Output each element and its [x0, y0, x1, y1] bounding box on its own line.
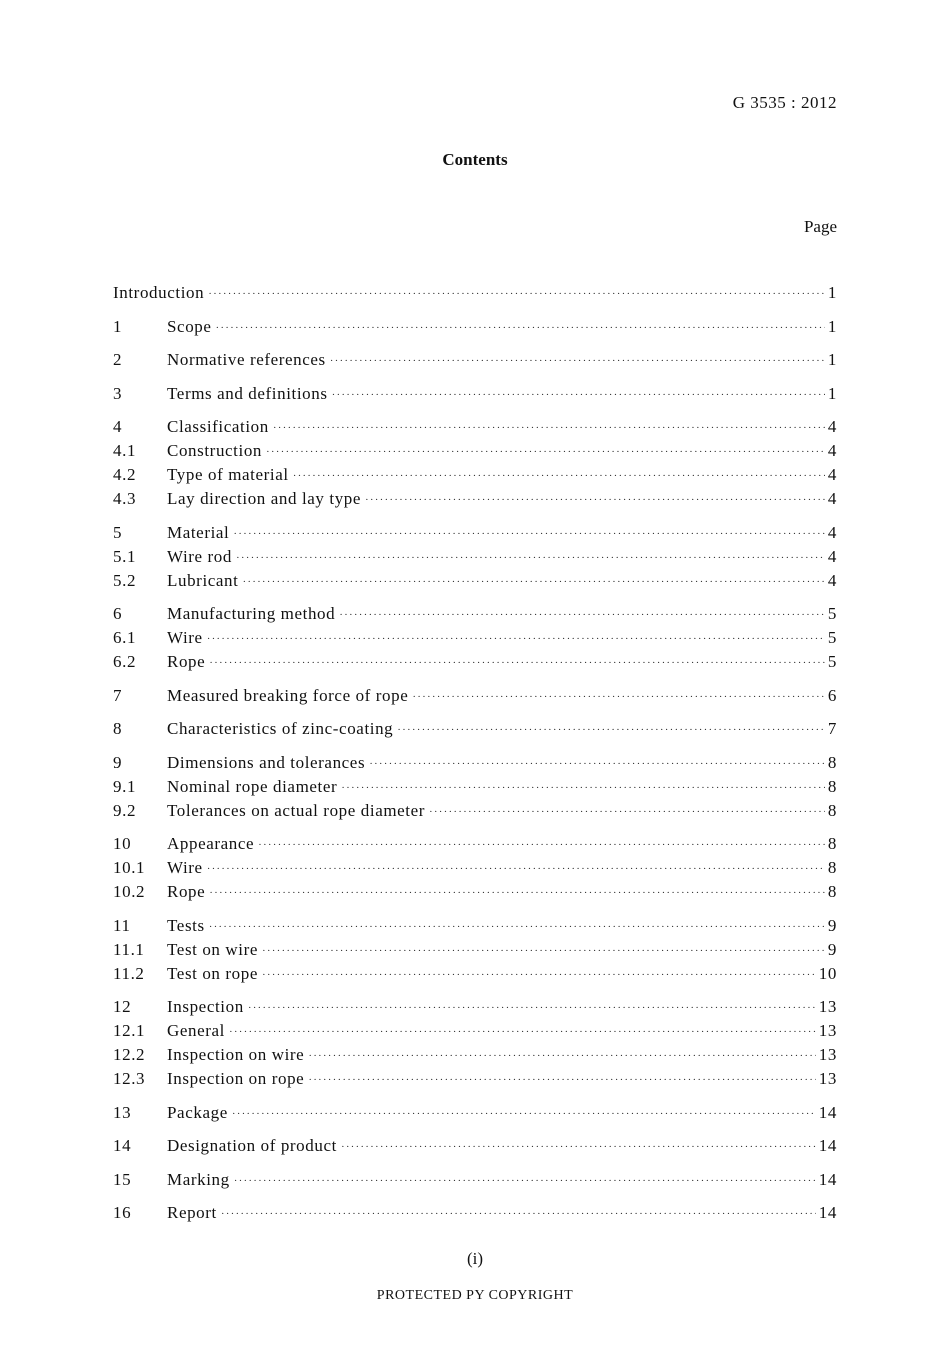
toc-entry[interactable]: [113, 415, 837, 439]
page-folio: (i): [466, 1249, 484, 1268]
toc-dot-leader: [216, 316, 825, 340]
toc-entry-number: 5.1: [113, 546, 137, 566]
toc-entry-page: 13: [818, 1069, 837, 1088]
toc-entry-page: 8: [827, 752, 837, 772]
toc-dot-leader: [365, 488, 825, 512]
toc-dot-leader: [369, 752, 825, 776]
toc-entry-page: 4: [827, 441, 837, 460]
toc-entry-number: 6.1: [113, 628, 137, 647]
toc-entry-page: 10: [818, 963, 837, 983]
toc-section-group: [113, 415, 837, 511]
toc-entry[interactable]: [113, 1067, 837, 1091]
toc-entry-page: 9: [827, 915, 837, 935]
toc-dot-leader: [209, 881, 825, 905]
toc-entry-title: Construction: [167, 441, 263, 460]
toc-entry-title: Report: [167, 1203, 217, 1222]
toc-entry-number: 4: [113, 417, 123, 436]
toc-entry[interactable]: [113, 382, 837, 406]
toc-section-group: [113, 1168, 837, 1192]
toc-entry-title: Rope: [167, 882, 206, 901]
toc-entry-page: 14: [818, 1136, 837, 1155]
toc-entry-page: 9: [827, 939, 837, 959]
toc-dot-leader: [208, 282, 825, 306]
toc-dot-leader: [207, 857, 825, 881]
toc-entry-page: 13: [818, 1045, 837, 1064]
toc-entry-title: Test on wire: [167, 939, 258, 959]
toc-entry-number: 4.1: [113, 441, 137, 460]
toc-entry-number: 6.2: [113, 652, 137, 671]
toc-entry-number: 11.1: [113, 939, 145, 959]
toc-entry-number: 10.2: [113, 882, 146, 901]
toc-entry-title: Wire: [167, 628, 203, 647]
toc-entry-title: Package: [167, 1102, 228, 1122]
toc-entry-number: 13: [113, 1102, 132, 1122]
toc-dot-leader: [234, 1169, 816, 1193]
toc-entry-title: Wire: [167, 858, 203, 877]
toc-entry[interactable]: [113, 995, 837, 1019]
toc-entry-page: 14: [818, 1203, 837, 1222]
toc-entry[interactable]: [113, 832, 837, 856]
toc-dot-leader: [339, 603, 825, 627]
toc-dot-leader: [248, 996, 816, 1020]
toc-entry-title: Appearance: [167, 834, 255, 853]
toc-dot-leader: [209, 915, 825, 939]
toc-dot-leader: [332, 383, 825, 407]
toc-dot-leader: [341, 1135, 816, 1159]
toc-section-group: [113, 315, 837, 339]
toc-section-group: [113, 914, 837, 986]
toc-entry-title: Normative references: [167, 350, 326, 369]
toc-dot-leader: [207, 627, 825, 651]
toc-entry-title: Lay direction and lay type: [167, 489, 362, 508]
toc-entry-page: 14: [818, 1102, 837, 1122]
toc-entry-number: 5.2: [113, 570, 137, 590]
toc-entry[interactable]: [113, 521, 837, 545]
toc-section-group: [113, 1134, 837, 1158]
toc-section-group: [113, 281, 837, 305]
toc-entry-page: 14: [818, 1169, 837, 1189]
toc-entry-page: 5: [827, 628, 837, 647]
toc-dot-leader: [232, 1102, 816, 1126]
toc-entry[interactable]: [113, 751, 837, 775]
toc-dot-leader: [233, 522, 825, 546]
toc-entry-title: Type of material: [167, 465, 289, 484]
toc-dot-leader: [429, 800, 825, 824]
toc-entry-number: 8: [113, 719, 123, 738]
toc-entry-number: 2: [113, 350, 123, 369]
toc-section-group: [113, 1101, 837, 1125]
page-title: Contents: [442, 150, 508, 169]
toc-dot-leader: [273, 416, 825, 440]
toc-dot-leader: [209, 651, 825, 675]
toc-dot-leader: [221, 1202, 816, 1226]
toc-entry[interactable]: [113, 1043, 837, 1067]
toc-dot-leader: [293, 464, 825, 488]
toc-entry[interactable]: [113, 962, 837, 986]
toc-entry-number: 10: [113, 834, 132, 853]
toc-entry-number: 15: [113, 1169, 132, 1189]
toc-entry[interactable]: [113, 626, 837, 650]
toc-entry[interactable]: [113, 281, 837, 305]
toc-entry-number: 9: [113, 752, 123, 772]
toc-entry[interactable]: [113, 717, 837, 741]
toc-entry-page: 1: [827, 316, 837, 336]
toc-entry[interactable]: [113, 650, 837, 674]
toc-entry-title: Tests: [167, 915, 205, 935]
toc-dot-leader: [262, 939, 825, 963]
toc-entry[interactable]: [113, 463, 837, 487]
toc-entry-number: 10.1: [113, 858, 146, 877]
toc-entry-title: Rope: [167, 652, 206, 671]
toc-entry-title: Scope: [167, 316, 212, 336]
toc-entry-page: 4: [827, 465, 837, 484]
toc-dot-leader: [308, 1044, 815, 1068]
toc-entry-number: 9.1: [113, 776, 137, 796]
toc-entry-number: 1: [113, 316, 123, 336]
toc-entry[interactable]: [113, 487, 837, 511]
toc-entry-page: 1: [827, 383, 837, 403]
toc-entry-number: 5: [113, 522, 123, 542]
toc-entry-page: 8: [827, 776, 837, 796]
toc-entry-number: 14: [113, 1136, 132, 1155]
toc-entry[interactable]: [113, 569, 837, 593]
toc-section-group: [113, 717, 837, 741]
toc-entry[interactable]: [113, 1134, 837, 1158]
toc-entry-page: 5: [827, 604, 837, 623]
toc-entry-page: 13: [818, 997, 837, 1016]
toc-section-group: [113, 751, 837, 823]
toc-dot-leader: [412, 685, 825, 709]
toc-entry[interactable]: [113, 315, 837, 339]
toc-entry-number: 11.2: [113, 963, 145, 983]
toc-entry-page: 1: [827, 350, 837, 369]
toc-entry-title: Inspection on rope: [167, 1069, 305, 1088]
toc-entry-page: 8: [827, 834, 837, 853]
toc-entry[interactable]: [113, 545, 837, 569]
toc-entry-number: 4.2: [113, 465, 137, 484]
toc-section-group: [113, 1201, 837, 1225]
toc-entry-page: 8: [827, 882, 837, 901]
toc-section-group: [113, 382, 837, 406]
toc-entry[interactable]: [113, 856, 837, 880]
toc-entry-number: 7: [113, 685, 123, 705]
toc-entry-page: 4: [827, 546, 837, 566]
toc-entry[interactable]: [113, 439, 837, 463]
toc-entry[interactable]: [113, 602, 837, 626]
toc-dot-leader: [262, 963, 816, 987]
toc-entry[interactable]: [113, 799, 837, 823]
toc-entry-title: Wire rod: [167, 546, 233, 566]
toc-entry-page: 7: [827, 719, 837, 738]
toc-entry-title: Lubricant: [167, 570, 239, 590]
toc-dot-leader: [308, 1068, 815, 1092]
toc-entry-page: 13: [818, 1021, 837, 1040]
toc-entry-number: 11: [113, 915, 131, 935]
toc-entry[interactable]: [113, 1019, 837, 1043]
page-column-label: Page: [803, 217, 837, 236]
toc-entry-page: 5: [827, 652, 837, 671]
toc-dot-leader: [397, 718, 825, 742]
toc-dot-leader: [266, 440, 825, 464]
toc-section-group: [113, 995, 837, 1091]
toc-entry-title: Designation of product: [167, 1136, 337, 1155]
toc-entry[interactable]: [113, 1168, 837, 1192]
toc-dot-leader: [330, 349, 825, 373]
toc-entry[interactable]: [113, 1101, 837, 1125]
toc-entry-page: 1: [827, 283, 837, 302]
toc-entry-page: 4: [827, 522, 837, 542]
toc-section-group: [113, 602, 837, 674]
document-number: G 3535 : 2012: [732, 93, 837, 112]
toc-entry-number: 12: [113, 997, 132, 1016]
toc-dot-leader: [242, 570, 824, 594]
toc-entry-page: 6: [827, 685, 837, 705]
toc-entry-page: 4: [827, 489, 837, 508]
toc-dot-leader: [236, 546, 825, 570]
toc-entry[interactable]: [113, 938, 837, 962]
copyright-notice: PROTECTED PY COPYRIGHT: [376, 1288, 574, 1303]
toc-entry[interactable]: [113, 775, 837, 799]
toc-entry[interactable]: [113, 880, 837, 904]
toc-entry-title: Marking: [167, 1169, 230, 1189]
toc-entry-title: Characteristics of zinc-coating: [167, 719, 394, 738]
toc-entry-title: Inspection on wire: [167, 1045, 305, 1064]
toc-entry-number: 6: [113, 604, 123, 623]
toc-entry-title: General: [167, 1021, 225, 1040]
toc-dot-leader: [229, 1020, 816, 1044]
toc-entry-number: 4.3: [113, 489, 137, 508]
table-of-contents: [113, 281, 837, 1235]
toc-entry-title: Nominal rope diameter: [167, 776, 338, 796]
toc-entry-title: Introduction: [113, 283, 205, 302]
toc-entry-number: 9.2: [113, 800, 137, 820]
toc-entry-page: 4: [827, 570, 837, 590]
toc-entry-title: Manufacturing method: [167, 604, 336, 623]
toc-entry-number: 12.1: [113, 1021, 146, 1040]
toc-entry-number: 16: [113, 1203, 132, 1222]
toc-entry-title: Inspection: [167, 997, 244, 1016]
toc-entry-page: 8: [827, 858, 837, 877]
toc-dot-leader: [258, 833, 825, 857]
toc-entry-title: Tolerances on actual rope diameter: [167, 800, 426, 820]
toc-entry-number: 12.3: [113, 1069, 146, 1088]
toc-section-group: [113, 684, 837, 708]
toc-entry-title: Material: [167, 522, 230, 542]
toc-entry[interactable]: [113, 684, 837, 708]
toc-section-group: [113, 348, 837, 372]
toc-dot-leader: [341, 776, 825, 800]
toc-entry-number: 12.2: [113, 1045, 146, 1064]
toc-entry-title: Dimensions and tolerances: [167, 752, 366, 772]
toc-entry-title: Classification: [167, 417, 269, 436]
toc-entry[interactable]: [113, 348, 837, 372]
toc-entry-title: Measured breaking force of rope: [167, 685, 409, 705]
toc-section-group: [113, 521, 837, 593]
toc-entry-title: Test on rope: [167, 963, 258, 983]
toc-entry-number: 3: [113, 383, 123, 403]
toc-entry[interactable]: [113, 914, 837, 938]
toc-entry-title: Terms and definitions: [167, 383, 328, 403]
toc-entry[interactable]: [113, 1201, 837, 1225]
toc-entry-page: 8: [827, 800, 837, 820]
toc-entry-page: 4: [827, 417, 837, 436]
toc-section-group: [113, 832, 837, 904]
